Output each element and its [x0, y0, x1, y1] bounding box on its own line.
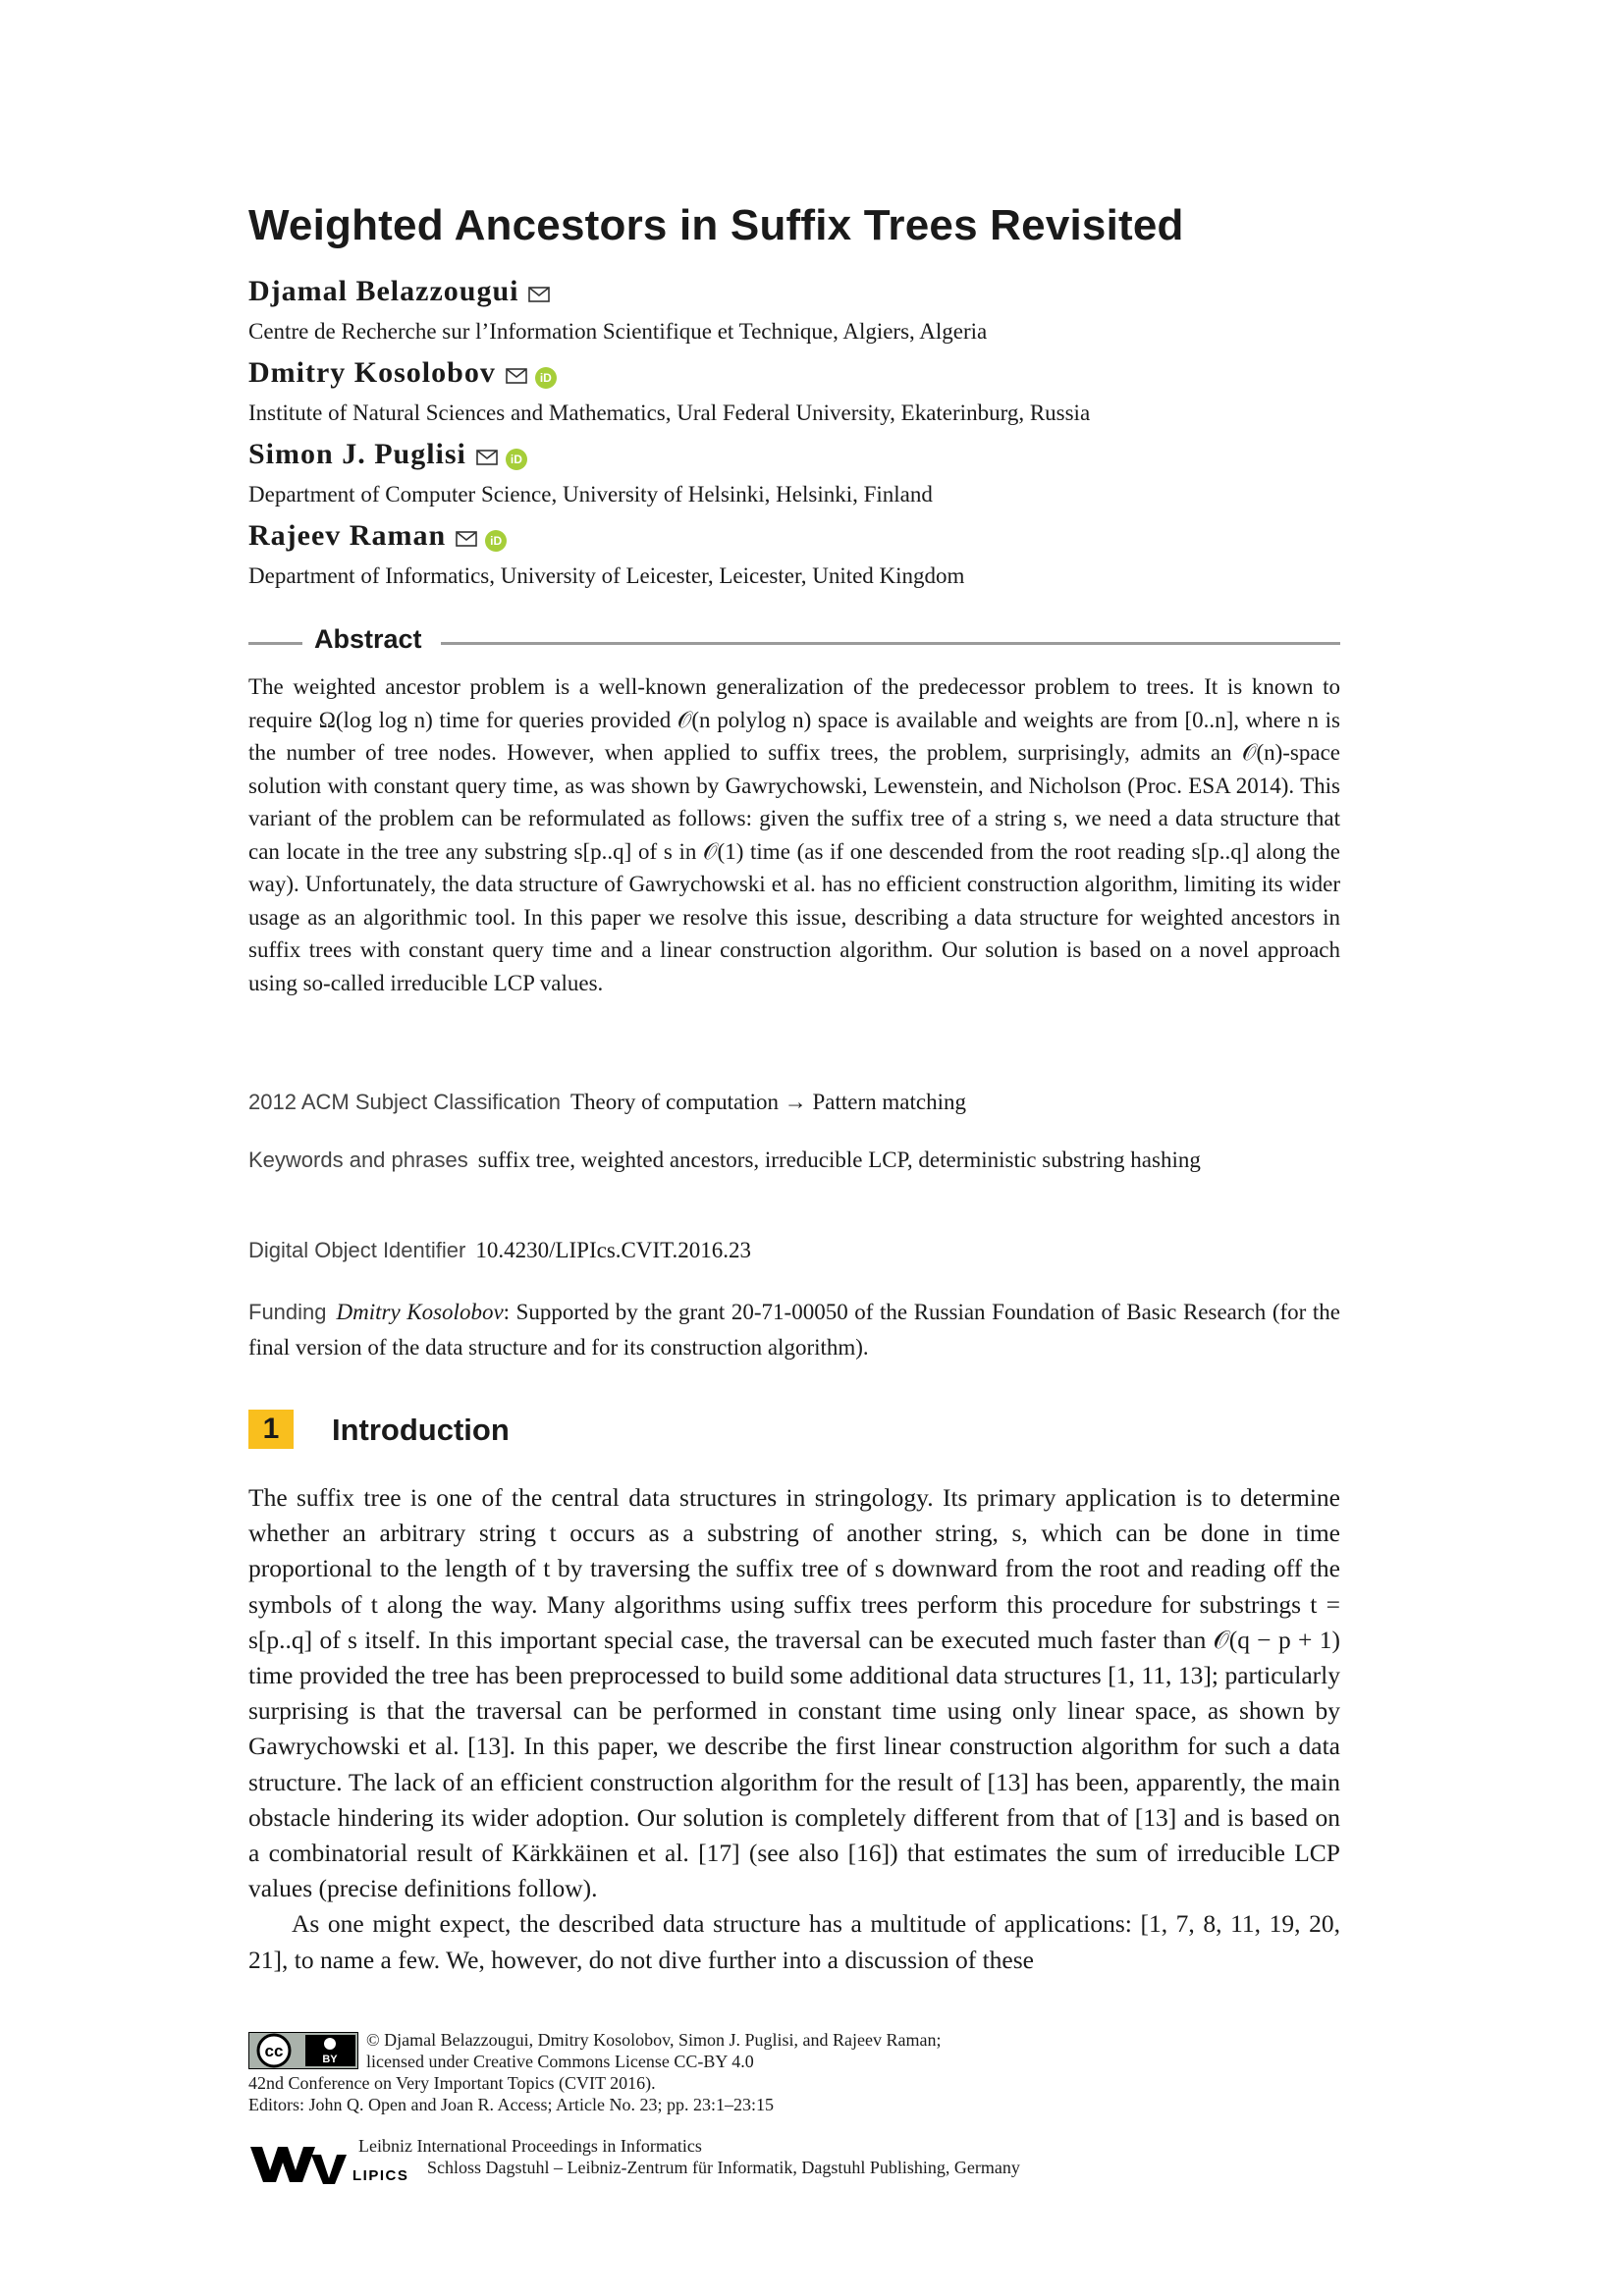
author-block [248, 519, 507, 553]
author-block [248, 438, 527, 471]
cc-badge-text: cc [264, 2042, 284, 2060]
funding-value: : Supported by the grant 20-71-00050 of the Russian Foundation of Basic Research (for the final version of the data structure and for its construction algorithm). [248, 1300, 1340, 1360]
author-affiliation: Centre de Recherche sur l’Information Scientifique et Technique, Algiers, Algeria [248, 319, 988, 344]
author-affiliation: Institute of Natural Sciences and Mathematics, Ural Federal University, Ekaterinburg, Russia [248, 400, 1091, 425]
heading-rule [441, 642, 1340, 645]
funding-person: Dmitry Kosolobov [336, 1300, 504, 1324]
author-name: Simon J. Puglisi [248, 438, 466, 470]
section-title: Introduction [332, 1413, 510, 1447]
paper-title: Weighted Ancestors in Suffix Trees Revisited [248, 201, 1184, 249]
series-name: Leibniz International Proceedings in Informatics [358, 2136, 702, 2156]
author-block [248, 356, 557, 390]
copyright-notice [366, 2029, 941, 2072]
abstract-label: Abstract [314, 624, 422, 654]
doi-value[interactable]: 10.4230/LIPIcs.CVIT.2016.23 [475, 1238, 751, 1262]
publisher-info [358, 2135, 1020, 2178]
section-body [248, 1480, 1340, 1978]
envelope-icon[interactable] [506, 368, 527, 389]
envelope-icon[interactable] [456, 531, 477, 552]
heading-rule [248, 642, 302, 645]
orcid-icon[interactable]: iD [485, 530, 507, 552]
funding-label: Funding [248, 1300, 327, 1324]
envelope-icon[interactable] [528, 287, 550, 307]
orcid-icon[interactable]: iD [535, 367, 557, 389]
author-block [248, 275, 550, 308]
publisher-line: Schloss Dagstuhl – Leibniz-Zentrum für Informatik, Dagstuhl Publishing, Germany [427, 2158, 1020, 2177]
author-name: Rajeev Raman [248, 519, 447, 552]
author-affiliation: Department of Informatics, University of Leicester, Leicester, United Kingdom [248, 563, 965, 588]
conference-info [248, 2072, 774, 2115]
section-number: 1 [248, 1410, 294, 1449]
lipics-logo-text: LIPICS [352, 2167, 409, 2184]
acm-label: 2012 ACM Subject Classification [248, 1090, 561, 1114]
abstract-text: The weighted ancestor problem is a well-known generalization of the predecessor problem to trees. It is known to require Ω(log log n) time for queries provided 𝒪(n polylog n) space is available and weights are from [0..n], where n is the number of tree nodes. However, when applied to suffix trees, the problem, surprisingly, admits an 𝒪(n)-space solution with constant query time, as was shown by Gawrychowski, Lewenstein, and Nicholson (Proc. ESA 2014). This variant of the problem can be reformulated as follows: given the suffix tree of a string s, we need a data structure that can locate in the tree any substring s[p..q] of s in 𝒪(1) time (as if one descended from the root reading s[p..q] along the way). Unfortunately, the data structure of Gawrychowski et al. has no efficient construction algorithm, limiting its wider usage as an algorithmic tool. In this paper we resolve this issue, describing a data structure for weighted ancestors in suffix trees with constant query time and a linear construction algorithm. Our solution is based on a novel approach using so-called irreducible LCP values. [248, 674, 1340, 995]
conference-line: 42nd Conference on Very Important Topics (CVIT 2016). [248, 2073, 656, 2093]
paragraph: The suffix tree is one of the central data structures in stringology. Its primary application is to determine whether an arbitrary string t occurs as a substring of another string, s, which can be done in time proportional to the length of t by traversing the suffix tree of s downward from the root and reading off the symbols of t along the way. Many algorithms using suffix trees perform this procedure for substrings t = s[p..q] of s itself. In this important special case, the traversal can be executed much faster than 𝒪(q − p + 1) time provided the tree has been preprocessed to build some additional data structures [1, 11, 13]; particularly surprising is that the traversal can be performed in constant time using only linear space, as shown by Gawrychowski et al. [13]. In this paper, we describe the first linear construction algorithm for such a data structure. The lack of an efficient construction algorithm for the result of [13] has been, apparently, the main obstacle hindering its wider adoption. Our solution is completely different from that of [13] and is based on a combinatorial result of Kärkkäinen et al. [17] (see also [16]) that estimates the sum of irreducible LCP values (precise definitions follow). [248, 1483, 1340, 1903]
cc-by-icon[interactable] [248, 2032, 358, 2069]
acm-value: Theory of computation → Pattern matching [569, 1090, 966, 1114]
doi [248, 1234, 1340, 1266]
keywords-label: Keywords and phrases [248, 1148, 468, 1172]
copyright-line: © Djamal Belazzougui, Dmitry Kosolobov, Simon J. Puglisi, and Rajeev Raman; [366, 2030, 942, 2050]
editors-line: Editors: John Q. Open and Joan R. Access; Article No. 23; pp. 23:1–23:15 [248, 2095, 774, 2114]
cc-by-text: BY [322, 2054, 338, 2065]
acm-classification [248, 1086, 1340, 1118]
abstract-heading [248, 624, 1340, 660]
orcid-icon[interactable]: iD [506, 449, 527, 470]
license-line: licensed under Creative Commons License CC-BY 4.0 [366, 2052, 754, 2071]
author-name: Dmitry Kosolobov [248, 356, 496, 389]
keywords [248, 1144, 1340, 1176]
paragraph: As one might expect, the described data structure has a multitude of applications: [1, 7, 8, 11, 19, 20, 21], to name a few. We, however, do not dive further into a discussion of these [248, 1909, 1340, 1974]
envelope-icon[interactable] [476, 450, 498, 470]
doi-label: Digital Object Identifier [248, 1238, 466, 1262]
funding [248, 1295, 1340, 1365]
author-name: Djamal Belazzougui [248, 275, 519, 307]
author-affiliation: Department of Computer Science, University of Helsinki, Helsinki, Finland [248, 482, 933, 507]
keywords-value: suffix tree, weighted ancestors, irreducible LCP, deterministic substring hashing [477, 1148, 1201, 1172]
